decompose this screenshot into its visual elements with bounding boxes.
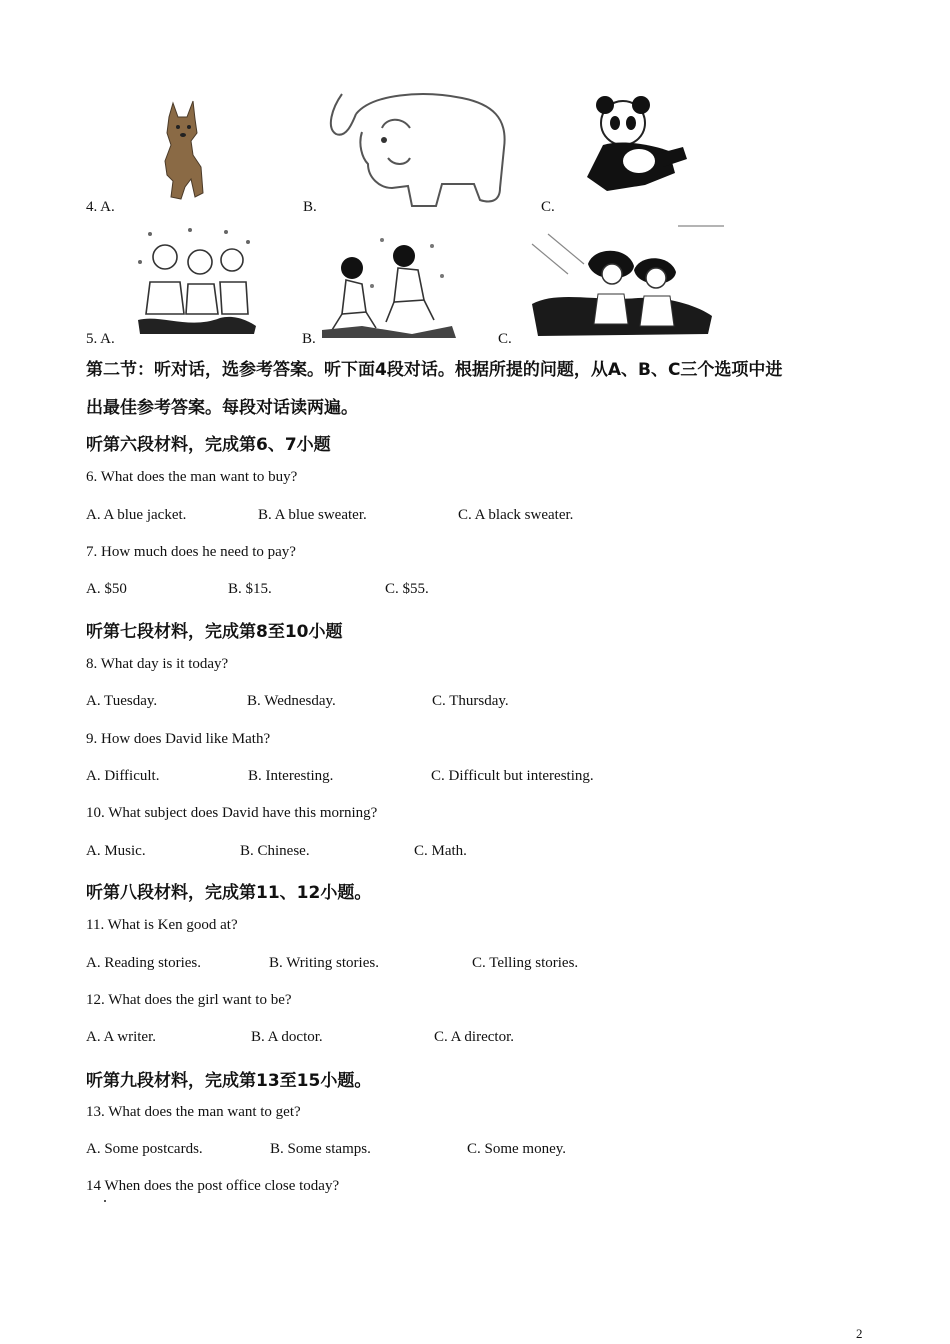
option-a: A. A writer. bbox=[86, 1029, 156, 1045]
option-c: C. Some money. bbox=[467, 1141, 567, 1157]
option-b: B. $15. bbox=[228, 581, 272, 597]
page-number: 2 bbox=[856, 1326, 863, 1341]
section2-heading-line1: 第二节：听对话，选参考答案。听下面4段对话。根据所提的问题，从A、B、C三个选项中进 bbox=[86, 360, 783, 380]
option-c: C. A director. bbox=[434, 1029, 514, 1045]
question-text: 13. What does the man want to get? bbox=[86, 1104, 301, 1120]
option-c: C. Thursday. bbox=[432, 693, 509, 709]
q4-option-b-label: B. bbox=[303, 199, 317, 215]
q4-option-a-label: 4. A. bbox=[86, 199, 115, 215]
option-b: B. Writing stories. bbox=[269, 955, 379, 971]
question-text: 7. How much does he need to pay? bbox=[86, 544, 296, 560]
option-b: B. Interesting. bbox=[248, 768, 334, 784]
option-b: B. Wednesday. bbox=[247, 693, 336, 709]
children-playing-picture bbox=[322, 226, 457, 341]
option-c: C. Telling stories. bbox=[472, 955, 579, 971]
question-text: 12. What does the girl want to be? bbox=[86, 992, 292, 1008]
option-c: C. $55. bbox=[385, 581, 429, 597]
question-text: 9. How does David like Math? bbox=[86, 731, 271, 747]
option-a: A. $50 bbox=[86, 581, 127, 597]
group-heading: 听第九段材料，完成第13至15小题。 bbox=[86, 1071, 372, 1091]
children-group-picture bbox=[130, 222, 260, 337]
question-text: 10. What subject does David have this morning? bbox=[86, 805, 378, 821]
option-c: C. Difficult but interesting. bbox=[431, 768, 594, 784]
question-text: 6. What does the man want to buy? bbox=[86, 469, 298, 485]
option-b: B. Some stamps. bbox=[270, 1141, 371, 1157]
question-text: 8. What day is it today? bbox=[86, 656, 229, 672]
option-a: A. Music. bbox=[86, 843, 146, 859]
panda-picture bbox=[583, 95, 693, 195]
group-heading: 听第八段材料，完成第11、12小题。 bbox=[86, 883, 372, 903]
option-a: A. A blue jacket. bbox=[86, 507, 187, 523]
option-b: B. A doctor. bbox=[251, 1029, 323, 1045]
option-a: A. Tuesday. bbox=[86, 693, 158, 709]
group-heading: 听第七段材料，完成第8至10小题 bbox=[86, 622, 343, 642]
children-on-beach-picture bbox=[528, 224, 726, 342]
question-text: 14 When does the post office close today? bbox=[86, 1178, 340, 1194]
option-c: C. A black sweater. bbox=[458, 507, 574, 523]
q5-option-c-label: C. bbox=[498, 331, 512, 347]
option-a: A. Difficult. bbox=[86, 768, 160, 784]
group-heading: 听第六段材料，完成第6、7小题 bbox=[86, 435, 331, 455]
question-text: 11. What is Ken good at? bbox=[86, 917, 238, 933]
option-a: A. Reading stories. bbox=[86, 955, 201, 971]
option-b: B. Chinese. bbox=[240, 843, 310, 859]
q5-option-a-label: 5. A. bbox=[86, 331, 115, 347]
option-a: A. Some postcards. bbox=[86, 1141, 203, 1157]
stray-dot bbox=[104, 1200, 106, 1202]
option-c: C. Math. bbox=[414, 843, 467, 859]
dog-picture bbox=[145, 95, 220, 205]
section2-heading-line2: 出最佳参考答案。每段对话读两遍。 bbox=[86, 398, 358, 418]
elephant-picture bbox=[322, 88, 512, 213]
q5-option-b-label: B. bbox=[302, 331, 316, 347]
q4-option-c-label: C. bbox=[541, 199, 555, 215]
option-b: B. A blue sweater. bbox=[258, 507, 367, 523]
